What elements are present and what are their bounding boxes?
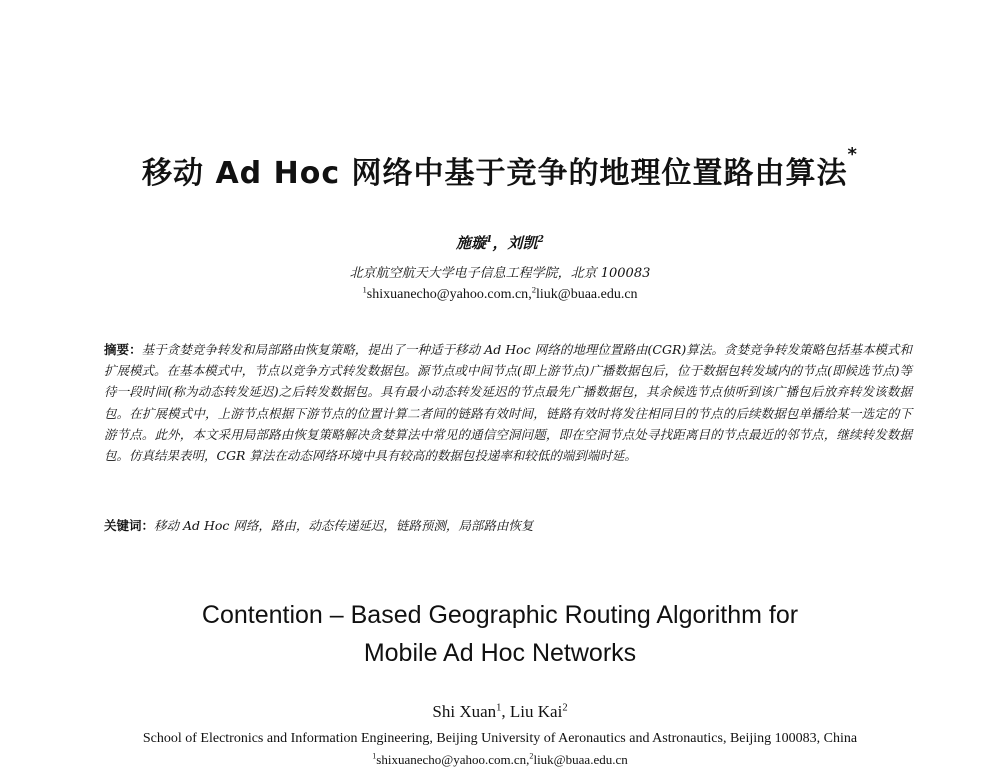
abstract-label: 摘要：: [104, 342, 142, 357]
english-authors: [0, 702, 1000, 722]
author-name: Liu Kai: [509, 702, 563, 721]
keywords: [104, 515, 912, 536]
email-separator: ,: [526, 752, 530, 767]
chinese-emails: [0, 284, 1000, 303]
author-affil-mark: 1: [496, 702, 502, 714]
author-separator: ，: [492, 234, 508, 252]
email-mark: 2: [529, 751, 534, 761]
english-title-line: Mobile Ad Hoc Networks: [363, 639, 637, 667]
chinese-authors: [0, 232, 1000, 253]
chinese-title: [0, 144, 1000, 192]
chinese-title-text: 移动 Ad Hoc 网络中基于竞争的地理位置路由算法: [142, 156, 848, 191]
author-name: 施璇: [455, 234, 486, 252]
email-separator: ,: [528, 287, 532, 302]
email-address: shixuanecho@yahoo.com.cn: [366, 287, 529, 302]
email-address: shixuanecho@yahoo.com.cn: [376, 752, 527, 767]
author-affil-mark: 2: [537, 234, 544, 245]
email-address: liuk@buaa.edu.cn: [533, 752, 628, 767]
keywords-text: 移动 Ad Hoc 网络，路由，动态传递延迟，链路预测，局部路由恢复: [154, 518, 534, 533]
english-title: [0, 596, 1000, 672]
email-mark: 1: [372, 751, 377, 761]
email-address: liuk@buaa.edu.cn: [536, 287, 638, 302]
abstract-text: 基于贪婪竞争转发和局部路由恢复策略，提出了一种适于移动 Ad Hoc 网络的地理位置路由(CGR)算法。贪婪竞争转发策略包括基本模式和扩展模式。在基本模式中，节点以竞争方式转发数据包。源节点或中间节点(即上游节点)广播数据包后，位于数据包转发域内的节点(即候选节点)等待一段时间(称为动态转发延迟)之后转发数据包。具有最小动态转发延迟的节点最先广播数据包，其余候选节点侦听到该广播包后放弃转发该数据包。在扩展模式中，上游节点根据下游节点的位置计算二者间的链路有效时间，链路有效时将发往相同目的节点的后续数据包单播给某一选定的下游节点。此外，本文采用局部路由恢复策略解决贪婪算法中常见的通信空洞问题，即在空洞节点处寻找距离目的节点最近的邻节点，继续转发数据包。仿真结果表明，CGR 算法在动态网络环境中具有较高的数据包投递率和较低的端到端时延。: [104, 342, 912, 464]
english-emails: [0, 752, 1000, 768]
email-mark: 2: [531, 284, 537, 295]
english-title-line: Contention – Based Geographic Routing Algorithm for: [201, 601, 799, 629]
chinese-affiliation: 北京航空航天大学电子信息工程学院，北京 100083: [349, 266, 651, 281]
abstract: [104, 339, 912, 466]
author-affil-mark: 1: [486, 234, 493, 245]
english-affiliation: School of Electronics and Information Engineering, Beijing University of Aeronautics and Astronautics, Beijing 100083, China: [142, 731, 858, 746]
email-mark: 1: [362, 284, 367, 295]
author-affil-mark: 2: [562, 702, 568, 714]
keywords-label: 关键词：: [104, 518, 155, 533]
title-footnote-mark: *: [847, 144, 858, 165]
author-name: Shi Xuan: [432, 702, 497, 721]
author-separator: ,: [501, 702, 510, 721]
author-name: 刘凯: [507, 234, 538, 252]
